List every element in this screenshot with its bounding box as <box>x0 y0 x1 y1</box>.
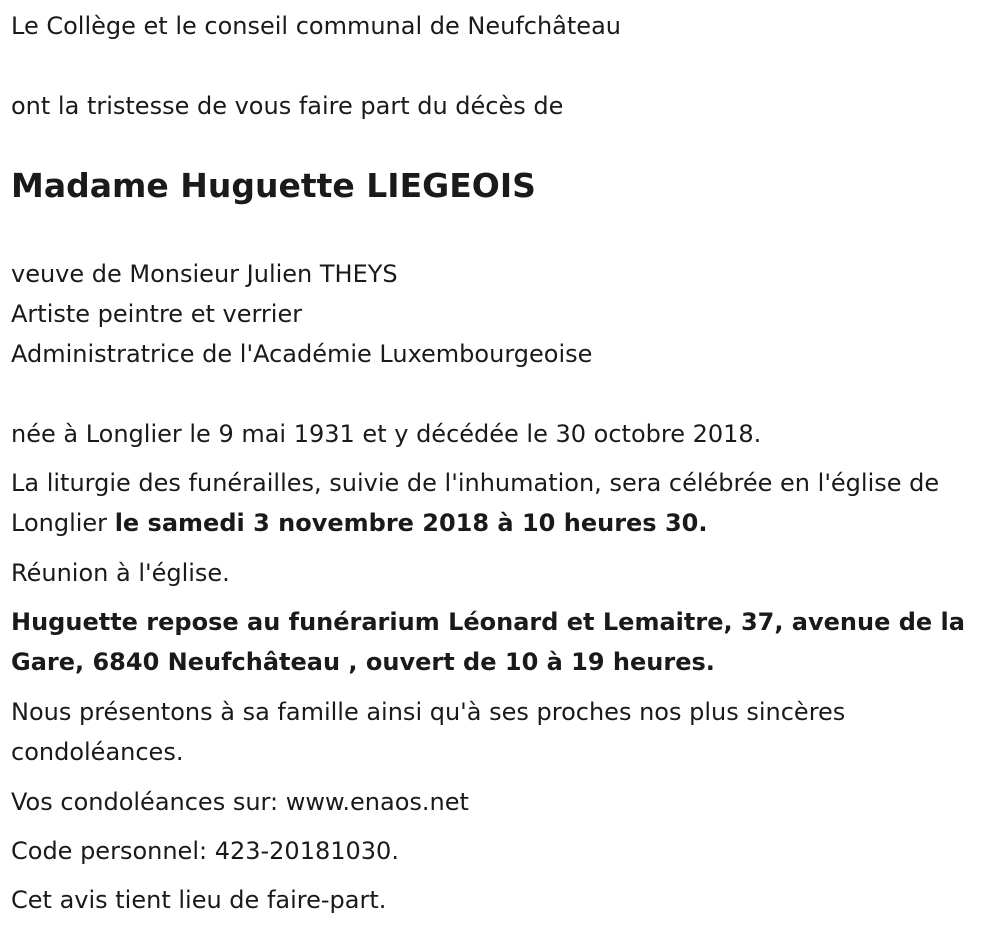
online-condolences-line: Vos condoléances sur: www.enaos.net <box>11 788 469 816</box>
liturgy-date: le samedi 3 novembre 2018 à 10 heures 30. <box>114 509 708 537</box>
liturgy-paragraph <box>11 463 991 543</box>
quality-line: Artiste peintre et verrier <box>11 300 303 328</box>
rest-info: Huguette repose au funérarium Léonard et Lemaitre, 37, avenue de la Gare, 6840 Neufchâteau , ouvert de 10 à 19 heures. <box>11 608 965 676</box>
meeting-line: Réunion à l'église. <box>11 559 230 587</box>
quality-line: veuve de Monsieur Julien THEYS <box>11 260 398 288</box>
liturgy-text: La liturgie des funérailles, suivie de l'inhumation, sera célébrée en l'église de Longlier <box>11 469 940 537</box>
deceased-name: Madame Huguette LIEGEOIS <box>11 166 536 205</box>
quality-line: Administratrice de l'Académie Luxembourgeoise <box>11 340 593 368</box>
intro-line: ont la tristesse de vous faire part du décès de <box>11 92 564 120</box>
condolences-line: Nous présentons à sa famille ainsi qu'à ses proches nos plus sincères condoléances. <box>11 698 846 766</box>
birth-death-line: née à Longlier le 9 mai 1931 et y décédée le 30 octobre 2018. <box>11 420 762 448</box>
closing-line: Cet avis tient lieu de faire-part. <box>11 886 387 914</box>
personal-code-line: Code personnel: 423-20181030. <box>11 837 399 865</box>
qualities-block <box>11 254 592 374</box>
organization-line: Le Collège et le conseil communal de Neufchâteau <box>11 12 621 40</box>
